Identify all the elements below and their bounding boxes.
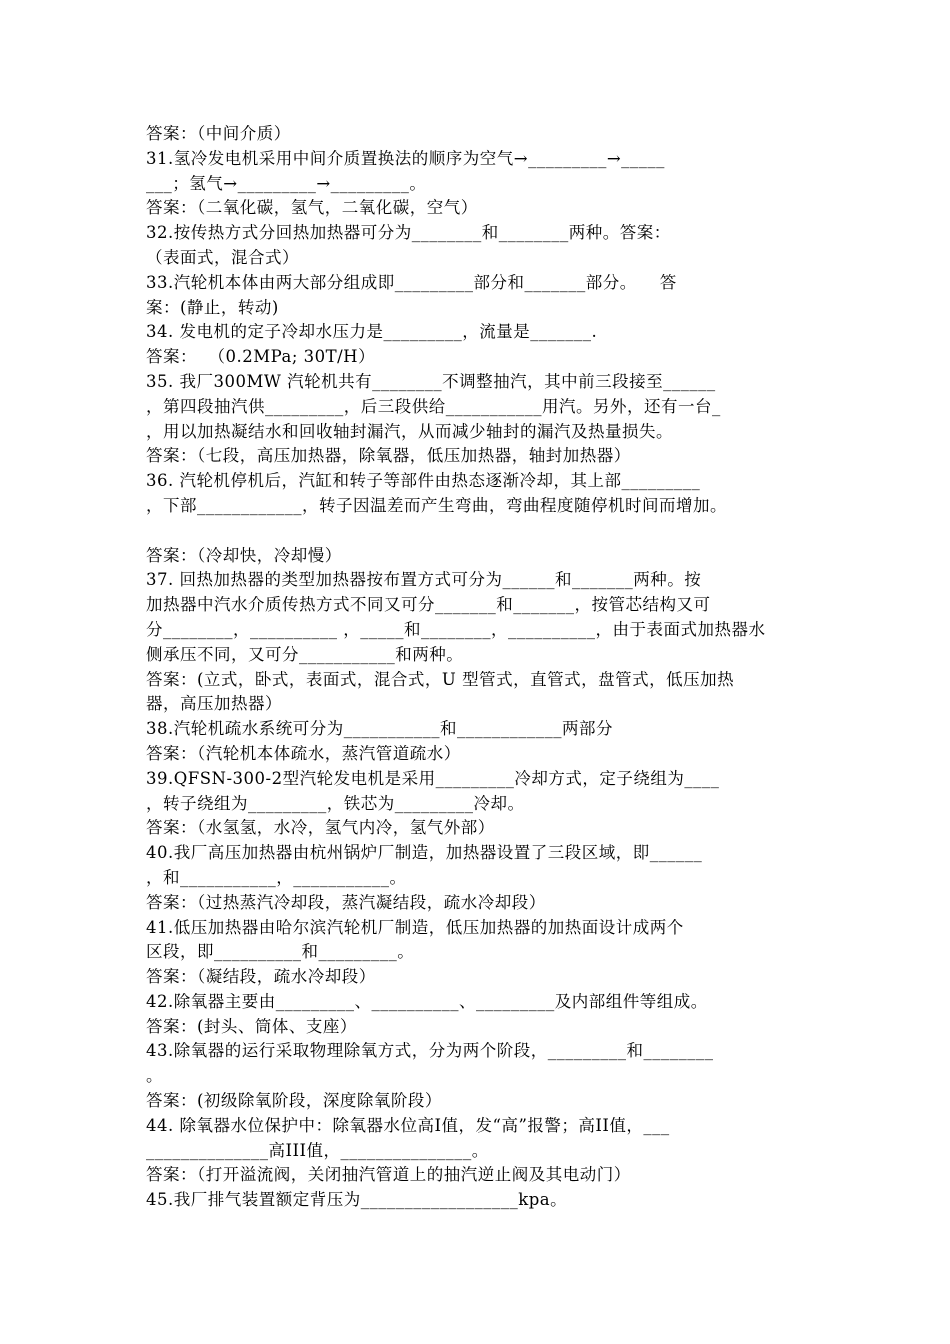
answer-37-line-2: 器，高压加热器）: [146, 694, 282, 714]
question-33-line-1: 33.汽轮机本体由两大部分组成即_________部分和_______部分。 答: [146, 272, 677, 292]
answer-35: 答案：（七段，高压加热器，除氧器，低压加热器，轴封加热器）: [146, 446, 631, 466]
question-31-line-1: 31.氢冷发电机采用中间介质置换法的顺序为空气→_________→_____: [146, 148, 665, 168]
question-41-line-2: 区段，即__________和_________。: [146, 942, 415, 962]
question-40-line-2: ，和___________，___________。: [146, 867, 407, 887]
question-39-line-2: ，转子绕组为_________，铁芯为_________冷却。: [146, 793, 525, 813]
question-31-line-2: ___；氢气→_________→_________。: [146, 173, 427, 193]
question-41-line-1: 41.低压加热器由哈尔滨汽轮机厂制造，低压加热器的加热面设计成两个: [146, 917, 684, 937]
question-43-line-1: 43.除氧器的运行采取物理除氧方式，分为两个阶段，_________和________: [146, 1041, 714, 1061]
answer-37-line-1: 答案：(立式，卧式，表面式，混合式，U 型管式，直管式，盘管式，低压加热: [146, 669, 735, 689]
answer-41: 答案：（凝结段，疏水冷却段）: [146, 967, 376, 987]
question-44-line-1: 44. 除氧器水位保护中：除氧器水位高I值，发“高”报警；高II值，___: [146, 1115, 670, 1135]
question-35-line-3: ，用以加热凝结水和回收轴封漏汽，从而减少轴封的漏汽及热量损失。: [146, 421, 673, 441]
question-37-line-4: 侧承压不同，又可分___________和两种。: [146, 644, 464, 664]
answer-33: 案：(静止，转动): [146, 297, 279, 317]
question-35-line-2: ，第四段抽汽供_________，后三段供给___________用汽。另外，还有一台_: [146, 396, 721, 416]
answer-38: 答案：（汽轮机本体疏水，蒸汽管道疏水）: [146, 743, 461, 763]
question-43-line-2: 。: [146, 1066, 163, 1086]
question-32-line-1: 32.按传热方式分回热加热器可分为________和________两种。答案：: [146, 223, 671, 243]
question-36-line-2: ，下部____________，转子因温差而产生弯曲，弯曲程度随停机时间而增加。: [146, 495, 727, 515]
question-36-line-1: 36. 汽轮机停机后，汽缸和转子等部件由热态逐渐冷却，其上部_________: [146, 471, 701, 491]
question-35-line-1: 35. 我厂300MW 汽轮机共有________不调整抽汽，其中前三段接至______: [146, 371, 716, 391]
answer-44: 答案：（打开溢流阀，关闭抽汽管道上的抽汽逆止阀及其电动门）: [146, 1165, 631, 1185]
answer-line: 答案：（中间介质）: [146, 124, 291, 143]
answer-34: 答案： （0.2MPa; 30T/H）: [146, 347, 376, 367]
answer-43: 答案：(初级除氧阶段，深度除氧阶段）: [146, 1091, 442, 1111]
answer-36: 答案：（冷却快，冷却慢）: [146, 545, 342, 565]
document-page: [146, 122, 816, 1213]
question-42: 42.除氧器主要由_________、__________、_________及内部组件等组成。: [146, 991, 708, 1011]
blank-line: [146, 519, 816, 544]
answer-39: 答案：（水氢氢，水冷，氢气内冷，氢气外部）: [146, 818, 495, 838]
question-39-line-1: 39.QFSN-300-2型汽轮发电机是采用_________冷却方式，定子绕组为____: [146, 768, 720, 788]
question-37-line-2: 加热器中汽水介质传热方式不同又可分_______和_______，按管芯结构又可: [146, 595, 711, 615]
question-45: 45.我厂排气装置额定背压为__________________kpa。: [146, 1190, 568, 1210]
question-40-line-1: 40.我厂高压加热器由杭州锅炉厂制造，加热器设置了三段区域，即______: [146, 843, 703, 863]
question-38: 38.汽轮机疏水系统可分为___________和____________两部分: [146, 719, 613, 739]
question-37-line-3: 分________，__________ ，_____和________，__________，由于表面式加热器水: [146, 619, 766, 639]
question-34: 34. 发电机的定子冷却水压力是_________，流量是_______.: [146, 322, 598, 342]
answer-40: 答案：（过热蒸汽冷却段，蒸汽凝结段，疏水冷却段）: [146, 892, 546, 912]
answer-32: （表面式，混合式）: [146, 247, 299, 267]
answer-31: 答案：（二氧化碳，氢气，二氧化碳，空气）: [146, 198, 478, 218]
question-37-line-1: 37. 回热加热器的类型加热器按布置方式可分为______和_______两种。按: [146, 570, 702, 590]
answer-42: 答案：(封头、筒体、支座）: [146, 1016, 357, 1036]
question-44-line-2: ______________高III值，_______________。: [146, 1140, 489, 1160]
